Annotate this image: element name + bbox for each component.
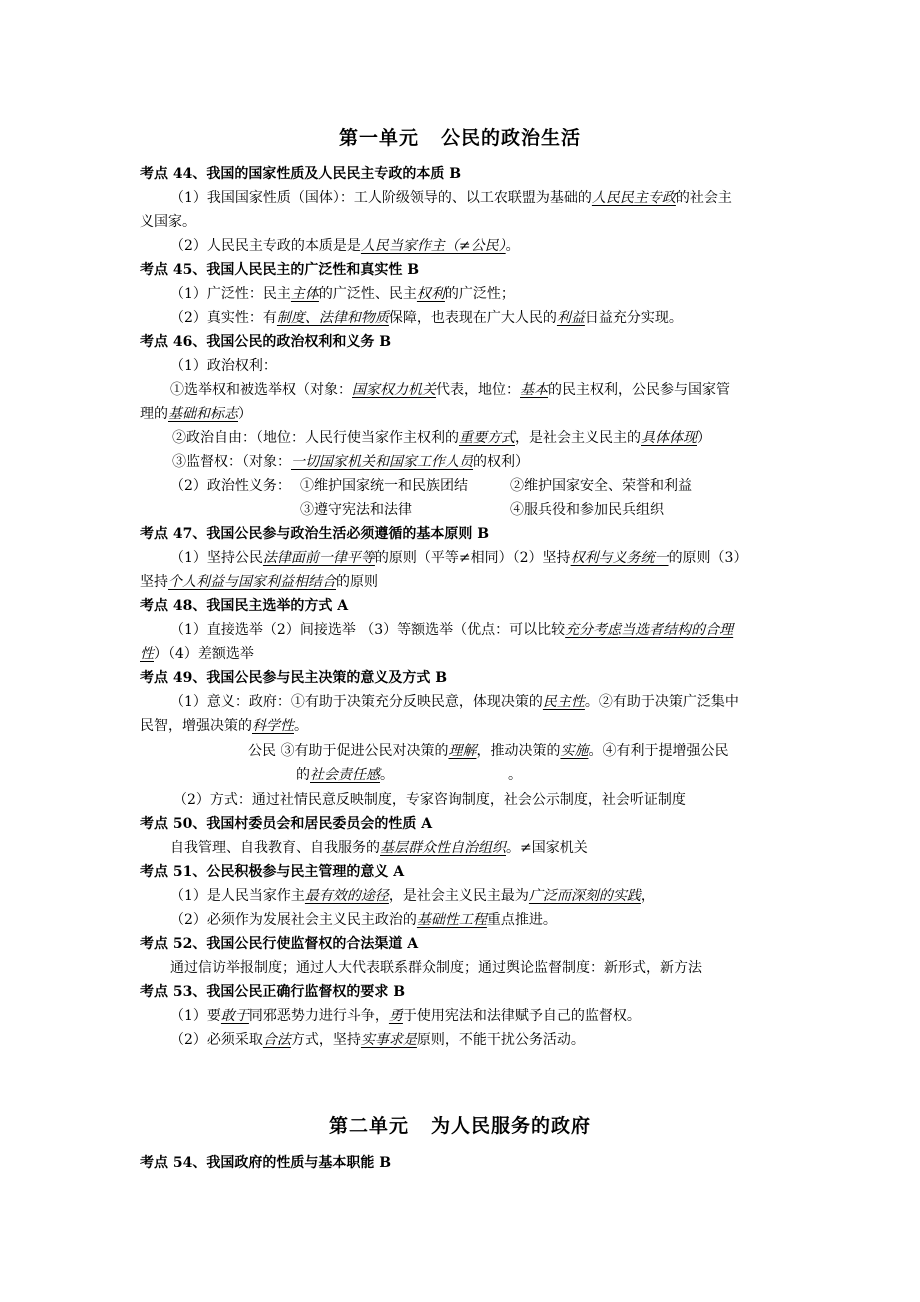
text: 的民主权利，公民参与国家管 <box>548 382 730 398</box>
section-49-line-2 <box>140 715 308 735</box>
underlined-text: 制度、法律和物质 <box>276 310 389 326</box>
underlined-text: 具体体现 <box>641 430 697 446</box>
underlined-text: 社会责任感 <box>310 767 380 783</box>
section-46-line-3 <box>140 403 252 423</box>
text: 的原则（平等≠相同）（2）坚持 <box>374 550 571 566</box>
text: ，是社会主义民主的 <box>515 430 641 446</box>
unit-1-title <box>0 123 920 150</box>
text: 的广泛性、民主 <box>318 286 417 302</box>
section-53-line-2 <box>170 1029 585 1049</box>
text: 。②有助于决策广泛集中 <box>584 694 739 710</box>
section-44-line-1-cont: 义国家。 <box>140 214 196 230</box>
text: （1）要 <box>170 1008 221 1024</box>
section-46-line-4 <box>172 427 711 447</box>
underlined-text: 最有效的途径 <box>304 888 389 904</box>
text: 方式，坚持 <box>290 1032 361 1048</box>
underlined-text: 基础性工程 <box>416 912 487 928</box>
section-46-line-1: （1）政治权利： <box>170 358 277 374</box>
section-46-line-2 <box>170 379 730 399</box>
text: 理的 <box>140 406 168 422</box>
section-53-line-1 <box>170 1005 641 1025</box>
text: 的广泛性； <box>444 286 515 302</box>
section-49-line-4 <box>296 764 394 784</box>
text: 日益充分实现。 <box>584 310 683 326</box>
underlined-text: 个人利益与国家利益相结合 <box>168 574 336 590</box>
underlined-text: 权利与义务统一 <box>570 550 669 566</box>
underlined-text: 广泛而深刻的实践 <box>528 888 641 904</box>
section-49-line-3 <box>248 740 728 760</box>
underlined-text: 利益 <box>556 310 585 326</box>
underlined-text: 合法 <box>262 1032 291 1048</box>
text: ） <box>238 406 252 422</box>
text: ，是社会主义民主最为 <box>388 888 529 904</box>
section-46-line-7b: ④服兵役和参加民兵组织 <box>510 502 664 518</box>
text: 。≠国家机关 <box>506 840 588 856</box>
section-46-line-6c: ②维护国家安全、荣誉和利益 <box>510 478 692 494</box>
section-53-heading: 考点 53、我国公民正确行监督权的要求 B <box>140 984 406 1000</box>
text: 。 <box>505 238 520 254</box>
section-50-line-1 <box>170 837 588 857</box>
section-45-line-2 <box>170 307 683 327</box>
underlined-text: 人民当家作主（≠公民） <box>360 238 506 254</box>
text: （1）是人民当家作主 <box>170 888 305 904</box>
section-45-line-1 <box>170 283 515 303</box>
section-54-heading: 考点 54、我国政府的性质与基本职能 B <box>140 1155 392 1171</box>
underlined-text: 科学性 <box>252 718 294 734</box>
underlined-text: 敢于 <box>220 1008 249 1024</box>
underlined-text: 基层群众性自治组织 <box>380 840 506 856</box>
text: （1）我国国家性质（国体）：工人阶级领导的、以工农联盟为基础的 <box>170 190 592 206</box>
section-46-line-6b: ①维护国家统一和民族团结 <box>300 478 468 494</box>
underlined-text: 民主性 <box>542 694 585 710</box>
text: 代表，地位： <box>436 382 520 398</box>
underlined-text: 实施 <box>560 743 589 759</box>
underlined-text: 主体 <box>290 286 319 302</box>
underlined-text: 权利 <box>416 286 445 302</box>
section-51-heading: 考点 51、公民积极参与民主管理的意义 A <box>140 864 405 880</box>
underlined-text: 国家权力机关 <box>352 382 436 398</box>
unit-2-title-number: 第二单元 <box>328 1115 409 1137</box>
text: 于使用宪法和法律赋予自己的监督权。 <box>402 1008 641 1024</box>
section-48-line-1 <box>170 619 733 639</box>
text: 的原则 <box>336 574 378 590</box>
underlined-text: 法律面前一律平等 <box>262 550 375 566</box>
underlined-text: 勇 <box>388 1008 403 1024</box>
section-49-heading: 考点 49、我国公民参与民主决策的意义及方式 B <box>140 670 448 686</box>
text: ，推动决策的 <box>476 743 561 759</box>
section-48-line-2 <box>140 643 254 663</box>
text: （2）人民民主专政的本质是是 <box>170 238 361 254</box>
section-49-line-5: （2）方式：通过社情民意反映制度，专家咨询制度，社会公示制度，社会听证制度 <box>173 792 686 808</box>
unit-1-title-text: 公民的政治生活 <box>441 127 582 149</box>
text: （1）直接选举（2）间接选举 （3）等额选举（优点：可以比较 <box>170 622 566 638</box>
section-46-line-7a: ③遵守宪法和法律 <box>300 502 412 518</box>
text: （2）必须采取 <box>170 1032 263 1048</box>
section-49-line-4-end: 。 <box>508 767 522 783</box>
text: 原则，不能干扰公务活动。 <box>416 1032 585 1048</box>
section-49-line-1 <box>170 691 739 711</box>
underlined-text: 理解 <box>448 743 477 759</box>
text: （1）意义：政府：①有助于决策充分反映民意，体现决策的 <box>170 694 543 710</box>
text: 。 <box>380 767 394 783</box>
text: 。 <box>294 718 308 734</box>
text: 。④有利于提增强公民 <box>588 743 729 759</box>
text: 同邪恶势力进行斗争， <box>248 1008 389 1024</box>
text: （2）真实性：有 <box>170 310 277 326</box>
text: ）（4）差额选举 <box>154 646 254 662</box>
section-47-line-2 <box>140 571 378 591</box>
text: （1）坚持公民 <box>170 550 263 566</box>
text: 民智，增强决策的 <box>140 718 252 734</box>
text: ③监督权：（对象： <box>172 454 291 470</box>
section-51-line-2 <box>170 909 557 929</box>
text: （2）必须作为发展社会主义民主政治的 <box>170 912 417 928</box>
section-44-heading: 考点 44、我国的国家性质及人民民主专政的本质 B <box>140 166 462 182</box>
section-50-heading: 考点 50、我国村委员会和居民委员会的性质 A <box>140 816 433 832</box>
underlined-text: 实事求是 <box>360 1032 417 1048</box>
text: （1）广泛性：民主 <box>170 286 291 302</box>
underlined-text: 一切国家机关和国家工作人员 <box>291 454 473 470</box>
section-44-line-2 <box>170 235 520 255</box>
section-47-line-1 <box>170 547 747 567</box>
underlined-text: 基本 <box>520 382 548 398</box>
section-46-heading: 考点 46、我国公民的政治权利和义务 B <box>140 334 392 350</box>
unit-2-title-text: 为人民服务的政府 <box>431 1115 592 1137</box>
section-51-line-1 <box>170 885 655 905</box>
underlined-text: 充分考虑当选者结构的合理 <box>565 622 734 638</box>
text: 自我管理、自我教育、自我服务的 <box>170 840 380 856</box>
section-47-heading: 考点 47、我国公民参与政治生活必须遵循的基本原则 B <box>140 526 490 542</box>
underlined-text: 重要方式 <box>459 430 515 446</box>
underlined-text: 基础和标志 <box>168 406 238 422</box>
text: 公民 ③有助于促进公民对决策的 <box>248 743 449 759</box>
text: 重点推进。 <box>486 912 557 928</box>
text: 的社会主 <box>675 190 732 206</box>
section-46-line-6a: （2）政治性义务： <box>170 478 291 494</box>
section-52-line-1: 通过信访举报制度；通过人大代表联系群众制度；通过舆论监督制度：新形式，新方法 <box>170 960 702 976</box>
section-48-heading: 考点 48、我国民主选举的方式 A <box>140 598 349 614</box>
underlined-text: 人民民主专政 <box>591 190 676 206</box>
section-52-heading: 考点 52、我国公民行使监督权的合法渠道 A <box>140 936 419 952</box>
text: ） <box>697 430 711 446</box>
text: 保障，也表现在广大人民的 <box>388 310 557 326</box>
text: ， <box>640 888 655 904</box>
text: 的原则（3） <box>668 550 748 566</box>
underlined-text: 性 <box>140 646 154 662</box>
text: ②政治自由：（地位：人民行使当家作主权利的 <box>172 430 459 446</box>
text: 的 <box>296 767 310 783</box>
text: 坚持 <box>140 574 168 590</box>
unit-2-title <box>0 1111 920 1138</box>
section-44-line-1 <box>170 187 732 207</box>
text: 的权利） <box>473 454 529 470</box>
unit-1-title-number: 第一单元 <box>338 127 419 149</box>
section-45-heading: 考点 45、我国人民民主的广泛性和真实性 B <box>140 262 420 278</box>
text: ①选举权和被选举权（对象： <box>170 382 352 398</box>
section-46-line-5 <box>172 451 529 471</box>
